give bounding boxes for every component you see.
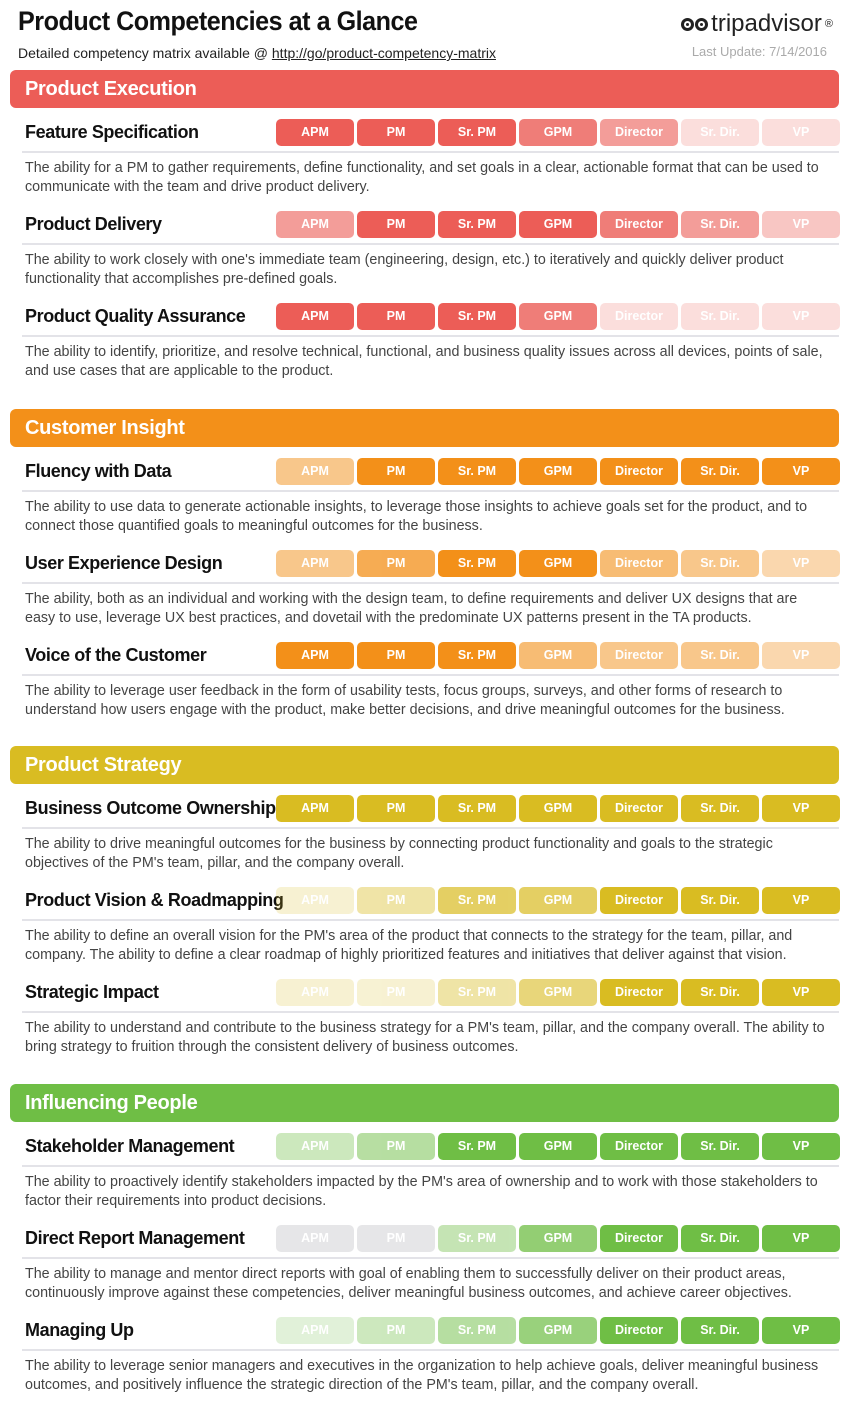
level-badge: APM xyxy=(276,979,354,1006)
competency xyxy=(10,968,839,1060)
level-badge: PM xyxy=(357,1225,435,1252)
level-badge: GPM xyxy=(519,303,597,330)
competency-description: The ability to define an overall vision for the PM's area of the product that connects to the strategy for the team, pillar, and company. The ability to define a clear roadmap of highly prioritized features and initiatives that deliver against that vision. xyxy=(25,928,793,963)
level-badge: VP xyxy=(762,795,840,822)
level-badge: VP xyxy=(762,1225,840,1252)
level-badge: APM xyxy=(276,119,354,146)
level-badge: APM xyxy=(276,1317,354,1344)
level-badge: PM xyxy=(357,1133,435,1160)
level-badge: Sr. PM xyxy=(438,795,516,822)
level-badge: PM xyxy=(357,887,435,914)
level-badge: Director xyxy=(600,1317,678,1344)
level-badge: Director xyxy=(600,1133,678,1160)
level-badge: VP xyxy=(762,887,840,914)
competency xyxy=(10,1306,839,1398)
level-badge: Director xyxy=(600,642,678,669)
level-badge: GPM xyxy=(519,1225,597,1252)
section-header: Product Strategy xyxy=(10,746,839,784)
level-badge: APM xyxy=(276,1133,354,1160)
level-badges xyxy=(276,795,840,822)
level-badge: PM xyxy=(357,458,435,485)
level-badges xyxy=(276,887,840,914)
level-badge: GPM xyxy=(519,795,597,822)
level-badge: APM xyxy=(276,211,354,238)
level-badge: PM xyxy=(357,550,435,577)
level-badge: Sr. PM xyxy=(438,550,516,577)
competency xyxy=(10,539,839,631)
divider xyxy=(22,674,839,676)
level-badge: Sr. PM xyxy=(438,1133,516,1160)
level-badge: Director xyxy=(600,795,678,822)
level-badge: Director xyxy=(600,550,678,577)
competency-title: Fluency with Data xyxy=(25,461,172,481)
competency-description: The ability to understand and contribute to the business strategy for a PM's team, pillar, and the company overall. The ability to bring strategy to fruition through the consistent delivery of business outcomes. xyxy=(25,1020,825,1055)
level-badge: GPM xyxy=(519,211,597,238)
divider xyxy=(22,1257,839,1259)
level-badge: PM xyxy=(357,119,435,146)
level-badge: Sr. Dir. xyxy=(681,550,759,577)
level-badge: PM xyxy=(357,642,435,669)
level-badge: GPM xyxy=(519,1133,597,1160)
level-badge: APM xyxy=(276,1225,354,1252)
competency-title: Direct Report Management xyxy=(25,1228,245,1248)
competency xyxy=(10,876,839,968)
level-badge: APM xyxy=(276,550,354,577)
level-badge: Sr. Dir. xyxy=(681,211,759,238)
competency xyxy=(10,784,839,876)
competency-description: The ability for a PM to gather requirements, define functionality, and set goals in a clear, actionable format that can be used to communicate with the team and drive product delivery. xyxy=(25,160,819,195)
competency-description: The ability to identify, prioritize, and resolve technical, functional, and business quality issues across all devices, points of sale, and use cases that are applicable to the product. xyxy=(25,344,823,379)
competency-description: The ability to leverage user feedback in the form of usability tests, focus groups, surveys, and other forms of research to understand how users engage with the product, make better decisions, and drive meaningful outcomes for the business. xyxy=(25,683,785,718)
level-badge: Sr. PM xyxy=(438,1317,516,1344)
matrix-link[interactable]: http://go/product-competency-matrix xyxy=(271,45,496,61)
level-badge: Sr. PM xyxy=(438,303,516,330)
level-badge: Sr. Dir. xyxy=(681,1317,759,1344)
level-badge: VP xyxy=(762,1133,840,1160)
level-badge: GPM xyxy=(519,458,597,485)
level-badge: VP xyxy=(762,458,840,485)
divider xyxy=(22,151,839,153)
last-update: Last Update: 7/14/2016 xyxy=(691,44,827,59)
level-badge: VP xyxy=(762,550,840,577)
divider xyxy=(22,827,839,829)
level-badge: PM xyxy=(357,1317,435,1344)
competency-description: The ability to proactively identify stakeholders impacted by the PM's area of ownership and to work with those stakeholders to factor their requirements into product decisions. xyxy=(25,1174,818,1209)
competency xyxy=(10,200,839,292)
level-badge: Director xyxy=(600,979,678,1006)
subtitle-text: Detailed competency matrix available @ xyxy=(18,45,272,61)
level-badges xyxy=(276,642,840,669)
level-badge: APM xyxy=(276,303,354,330)
level-badge: Sr. PM xyxy=(438,458,516,485)
level-badges xyxy=(276,119,840,146)
level-badge: VP xyxy=(762,1317,840,1344)
tripadvisor-logo xyxy=(681,10,833,38)
level-badges xyxy=(276,550,840,577)
level-badge: PM xyxy=(357,211,435,238)
level-badge: Director xyxy=(600,1225,678,1252)
level-badge: Sr. Dir. xyxy=(681,119,759,146)
level-badge: Sr. PM xyxy=(438,211,516,238)
competency xyxy=(10,447,839,539)
level-badge: GPM xyxy=(519,979,597,1006)
competency xyxy=(10,1122,839,1214)
competency xyxy=(10,108,839,200)
level-badge: VP xyxy=(762,211,840,238)
level-badge: Sr. PM xyxy=(438,1225,516,1252)
level-badge: VP xyxy=(762,642,840,669)
level-badge: Sr. Dir. xyxy=(681,887,759,914)
competency-title: Business Outcome Ownership xyxy=(25,798,276,818)
level-badge: Sr. PM xyxy=(438,642,516,669)
competency-title: Voice of the Customer xyxy=(25,645,207,665)
divider xyxy=(22,919,839,921)
level-badge: VP xyxy=(762,979,840,1006)
competency-title: Product Quality Assurance xyxy=(25,306,246,326)
level-badge: GPM xyxy=(519,119,597,146)
level-badges xyxy=(276,1317,840,1344)
section-header: Influencing People xyxy=(10,1084,839,1122)
competency-description: The ability, both as an individual and working with the design team, to define requirements and deliver UX designs that are easy to use, leverage UX best practices, and dovetail with the predominate UX patterns present in the TA products. xyxy=(25,591,798,626)
level-badge: VP xyxy=(762,119,840,146)
divider xyxy=(22,1011,839,1013)
level-badge: Sr. Dir. xyxy=(681,1225,759,1252)
level-badge: Sr. Dir. xyxy=(681,1133,759,1160)
competency-title: Stakeholder Management xyxy=(25,1136,235,1156)
level-badge: Director xyxy=(600,887,678,914)
level-badge: GPM xyxy=(519,887,597,914)
divider xyxy=(22,1349,839,1351)
level-badge: PM xyxy=(357,303,435,330)
competency-description: The ability to work closely with one's immediate team (engineering, design, etc.) to iteratively and quickly deliver product functionality that accomplishes pre-defined goals. xyxy=(25,252,784,287)
level-badge: Sr. Dir. xyxy=(681,979,759,1006)
divider xyxy=(22,243,839,245)
level-badge: APM xyxy=(276,795,354,822)
level-badges xyxy=(276,303,840,330)
level-badge: GPM xyxy=(519,1317,597,1344)
level-badge: APM xyxy=(276,458,354,485)
level-badge: APM xyxy=(276,887,354,914)
level-badge: Director xyxy=(600,303,678,330)
level-badge: Director xyxy=(600,119,678,146)
competency-title: Managing Up xyxy=(25,1320,134,1340)
competency-title: Product Delivery xyxy=(25,214,162,234)
logo-text: tripadvisor xyxy=(711,10,822,37)
section-customer-insight xyxy=(10,409,839,723)
level-badge: Sr. PM xyxy=(438,979,516,1006)
competency xyxy=(10,292,839,384)
competency-title: User Experience Design xyxy=(25,553,223,573)
competency xyxy=(10,631,839,723)
level-badge: VP xyxy=(762,303,840,330)
section-influencing-people xyxy=(10,1084,839,1398)
section-product-strategy xyxy=(10,746,839,1060)
section-header: Customer Insight xyxy=(10,409,839,447)
owl-icon xyxy=(681,18,708,31)
divider xyxy=(22,490,839,492)
level-badge: Sr. PM xyxy=(438,887,516,914)
level-badges xyxy=(276,979,840,1006)
level-badges xyxy=(276,458,840,485)
level-badge: Sr. Dir. xyxy=(681,795,759,822)
header xyxy=(18,6,833,66)
level-badge: APM xyxy=(276,642,354,669)
level-badge: Director xyxy=(600,458,678,485)
level-badge: Director xyxy=(600,211,678,238)
level-badges xyxy=(276,1225,840,1252)
level-badge: Sr. Dir. xyxy=(681,458,759,485)
competency-description: The ability to use data to generate actionable insights, to leverage those insights to achieve goals set for the product, and to connect those quantified goals to meaningful outcomes for the business. xyxy=(25,499,808,534)
competency xyxy=(10,1214,839,1306)
level-badges xyxy=(276,211,840,238)
section-product-execution xyxy=(10,70,839,384)
level-badge: GPM xyxy=(519,550,597,577)
level-badge: Sr. Dir. xyxy=(681,642,759,669)
page-title: Product Competencies at a Glance xyxy=(18,6,418,36)
competency-description: The ability to manage and mentor direct reports with goal of enabling them to successfully deliver on their product areas, continuously improve against these competencies, deliver meaningful business outcomes, and achieve career objectives. xyxy=(25,1266,792,1301)
competency-title: Strategic Impact xyxy=(25,982,159,1002)
divider xyxy=(22,1165,839,1167)
level-badges xyxy=(276,1133,840,1160)
competency-description: The ability to leverage senior managers and executives in the organization to help achieve goals, deliver meaningful business outcomes, and positively influence the strategic direction of the PM's team, pillar, and the company overall. xyxy=(25,1358,819,1393)
competency-title: Product Vision & Roadmapping xyxy=(25,890,284,910)
divider xyxy=(22,335,839,337)
competency-title: Feature Specification xyxy=(25,122,199,142)
level-badge: PM xyxy=(357,795,435,822)
logo-mark: ® xyxy=(824,18,833,30)
section-header: Product Execution xyxy=(10,70,839,108)
divider xyxy=(22,582,839,584)
level-badge: Sr. PM xyxy=(438,119,516,146)
competency-description: The ability to drive meaningful outcomes for the business by connecting product functionality and goals to the strategic objectives of the PM's team, pillar, and the company overall. xyxy=(25,836,773,871)
level-badge: GPM xyxy=(519,642,597,669)
level-badge: Sr. Dir. xyxy=(681,303,759,330)
level-badge: PM xyxy=(357,979,435,1006)
